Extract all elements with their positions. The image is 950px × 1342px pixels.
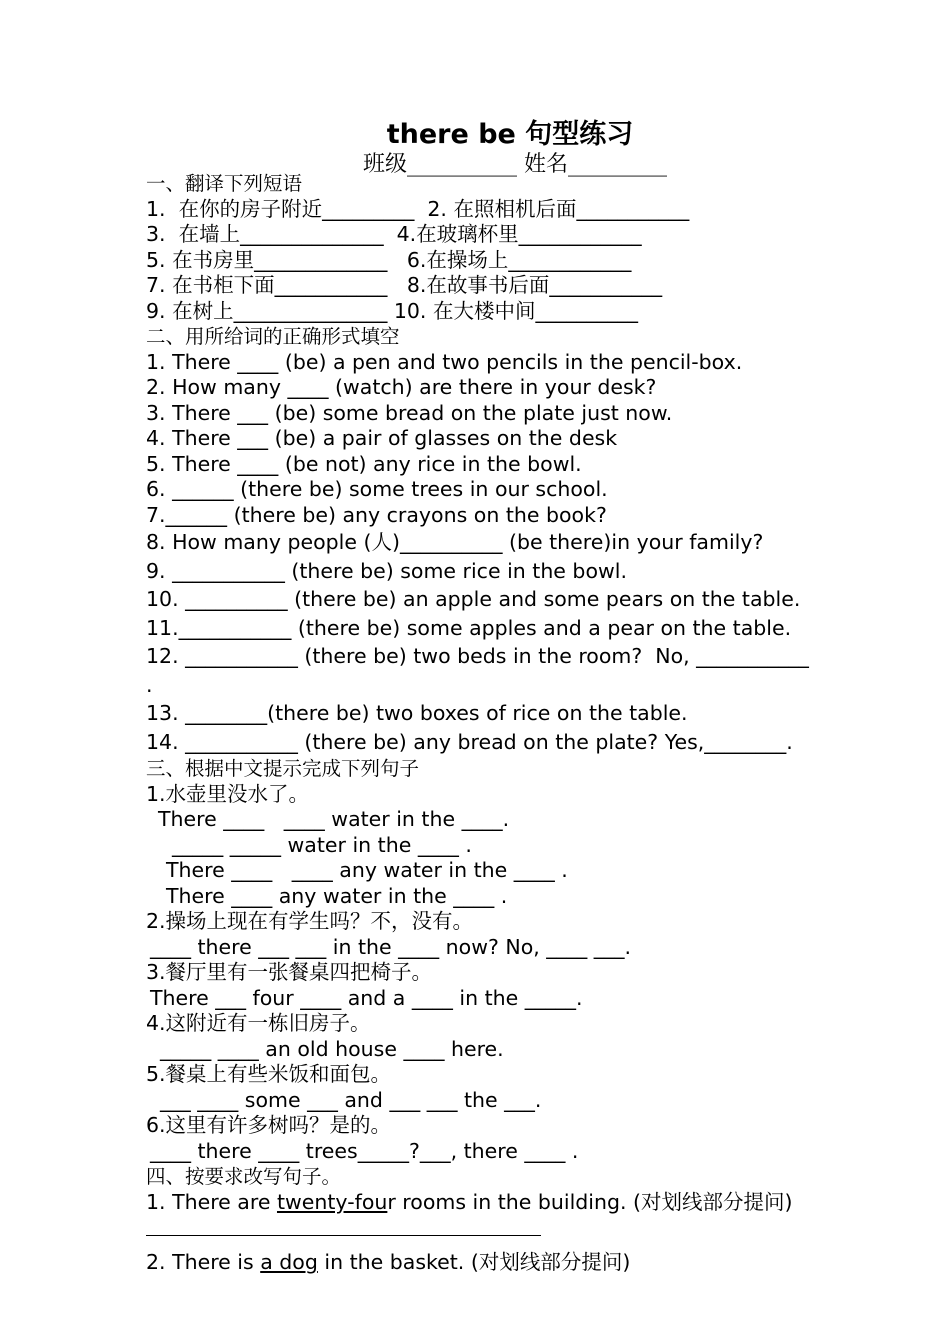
section2-question: 11.___________ (there be) some apples and a pear on the table. (146, 615, 792, 640)
section3-answer-line: There ___ four ____ and a ____ in the _____. (150, 985, 583, 1010)
underlined-part: twenty-fou (276, 1189, 388, 1214)
section1-heading: 一、翻译下列短语 (146, 172, 303, 195)
section1-line: 1. 在你的房子附近_________ 2. 在照相机后面___________ (146, 196, 690, 221)
section3-answer-line: ____ there ____ trees_____?___, there ____ . (150, 1138, 579, 1163)
section3-answer-line: _____ _____ water in the ____ . (172, 832, 472, 857)
section1-line: 3. 在墙上______________ 4.在玻璃杯里____________ (146, 222, 642, 246)
class-name-line: 班级__________ 姓名_________ (363, 152, 667, 177)
section3-prompt: 1.水壶里没水了。 (146, 781, 310, 806)
section2-question: 1. There ____ (be) a pen and two pencils in the pencil-box. (146, 349, 743, 374)
section3-prompt: 4.这附近有一栋旧房子。 (146, 1011, 371, 1035)
section1-line: 9. 在树上_______________ 10. 在大楼中间__________ (146, 298, 638, 323)
section3-prompt: 6.这里有许多树吗？是的。 (146, 1113, 392, 1137)
section3-answer-line: There ____ any water in the ____ . (166, 883, 508, 908)
section2-question: 13. ________(there be) two boxes of rice on the table. (146, 701, 688, 725)
question-text: in the basket. (对划线部分提问) (317, 1250, 631, 1274)
section2-question: 7.______ (there be) any crayons on the book? (146, 502, 607, 527)
section2-question: 10. __________ (there be) an apple and some pears on the table. (146, 587, 801, 611)
answer-rule (146, 1235, 541, 1236)
section3-answer-line: ____ there ___ ___ in the ____ now? No, ____ ___. (150, 934, 632, 959)
section2-question: 3. There ___ (be) some bread on the plate just now. (146, 400, 673, 425)
section2-question: 12. ___________ (there be) two beds in the room? No, ___________ (146, 644, 809, 668)
section2-question: 4. There ___ (be) a pair of glasses on the desk (146, 426, 618, 450)
section4-question-2 (146, 1250, 866, 1276)
underlined-part: a dog (260, 1250, 318, 1274)
section3-prompt: 2.操场上现在有学生吗？不，没有。 (146, 909, 474, 933)
section4-question-1 (146, 1190, 866, 1216)
section3-prompt: 3.餐厅里有一张餐桌四把椅子。 (146, 960, 433, 984)
question-text: 1. There are (146, 1189, 277, 1214)
section3-answer-line: _____ ____ an old house ____ here. (160, 1036, 504, 1061)
section2-heading: 二、用所给词的正确形式填空 (146, 325, 400, 348)
section1-line: 7. 在书柜下面___________ 8.在故事书后面___________ (146, 273, 663, 297)
page-title: there be 句型练习 (386, 119, 634, 150)
section2-question: 6. ______ (there be) some trees in our school. (146, 477, 608, 501)
section2-question: 14. ___________ (there be) any bread on the plate? Yes,________. (146, 729, 793, 754)
section2-question: 2. How many ____ (watch) are there in your desk? (146, 375, 657, 399)
section3-heading: 三、根据中文提示完成下列句子 (146, 757, 420, 780)
section3-answer-line: There ____ ____ water in the ____. (158, 807, 510, 831)
section3-answer-line: There ____ ____ any water in the ____ . (166, 858, 568, 882)
section1-line: 5. 在书房里_____________ 6.在操场上____________ (146, 247, 632, 272)
section3-answer-line: ___ ____ some ___ and ___ ___ the ___. (160, 1087, 542, 1112)
section2-question: . (146, 672, 153, 697)
question-text: 2. There is (146, 1250, 261, 1274)
section2-question: 8. How many people (人)__________ (be there)in your family? (146, 530, 764, 554)
question-text: r rooms in the building. (对划线部分提问) (387, 1189, 793, 1214)
section3-prompt: 5.餐桌上有些米饭和面包。 (146, 1062, 392, 1086)
worksheet-content (146, 171, 866, 1276)
section2-question: 9. ___________ (there be) some rice in the bowl. (146, 558, 627, 583)
section2-question: 5. There ____ (be not) any rice in the bowl. (146, 451, 582, 476)
section4-heading: 四、按要求改写句子。 (146, 1165, 342, 1188)
